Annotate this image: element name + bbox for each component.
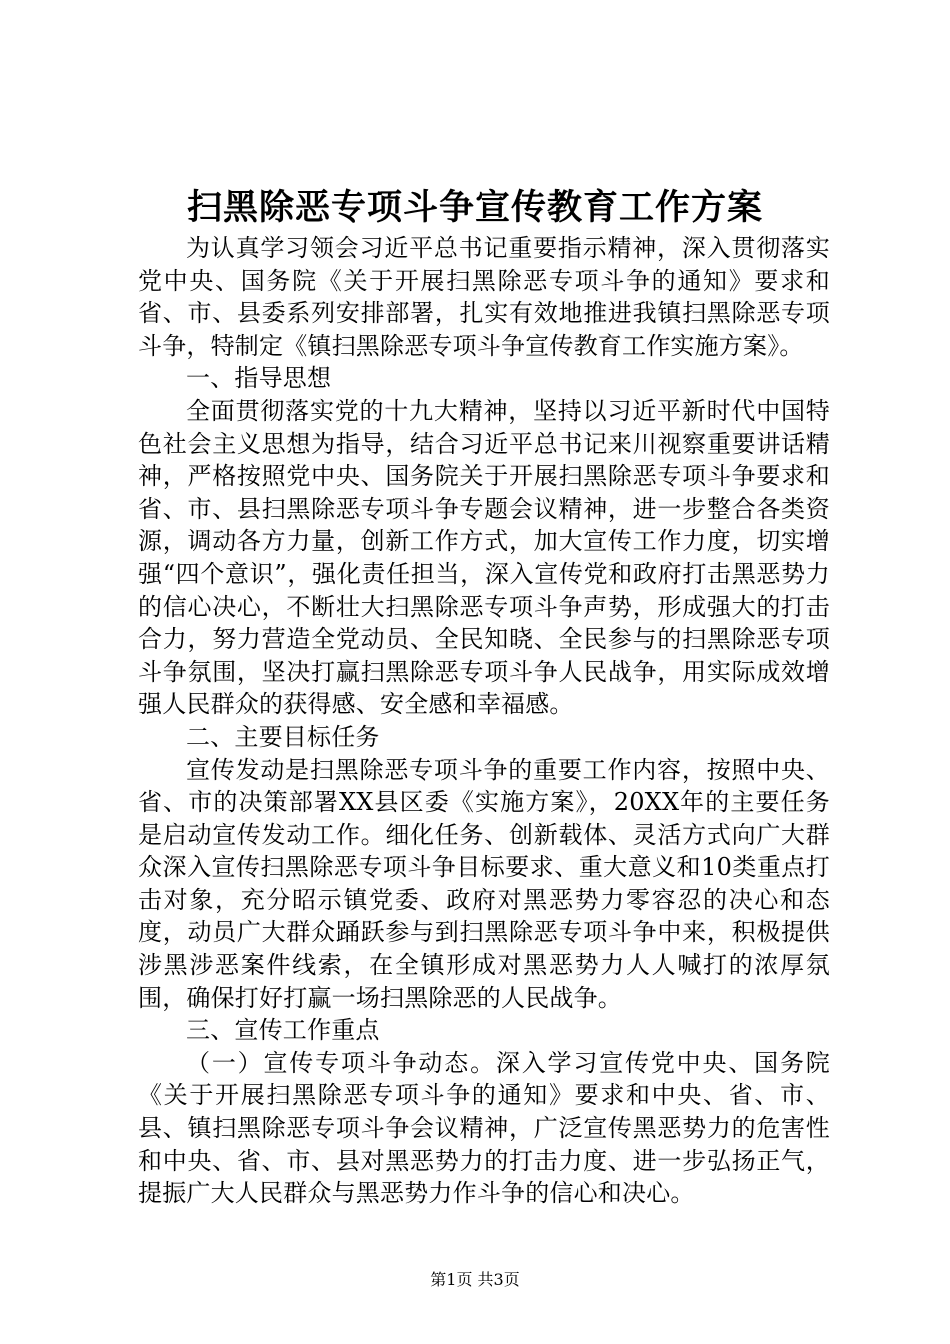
section-heading-guiding-ideology: 一、指导思想 [186, 364, 332, 393]
document-body [138, 232, 830, 1210]
document-title: 扫黑除恶专项斗争宣传教育工作方案 [186, 187, 763, 228]
section-paragraph-guiding-ideology: 全面贯彻落实党的十九大精神，坚持以习近平新时代中国特色社会主义思想为指导，结合习近平总书记来川视察重要讲话精神，严格按照党中央、国务院关于开展扫黑除恶专项斗争要求和省、市、县扫黑除恶专项斗争专题会议精神，进一步整合各类资源，调动各方力量，创新工作方式，加大宣传工作力度，切实增强“四个意识”，强化责任担当，深入宣传党和政府打击黑恶势力的信心决心，不断壮大扫黑除恶专项斗争声势，形成强大的打击合力，努力营造全党动员、全民知晓、全民参与的扫黑除恶专项斗争氛围，坚决打赢扫黑除恶专项斗争人民战争，用实际成效增强人民群众的获得感、安全感和幸福感。 [138, 396, 830, 719]
section-heading-main-tasks: 二、主要目标任务 [186, 722, 380, 751]
section-paragraph-publicity-focus: （一）宣传专项斗争动态。深入学习宣传党中央、国务院《关于开展扫黑除恶专项斗争的通知》要求和中央、省、市、县、镇扫黑除恶专项斗争会议精神，广泛宣传黑恶势力的危害性和中央、省、市、县对黑恶势力的打击力度、进一步弘扬正气，提振广大人民群众与黑恶势力作斗争的信心和决心。 [138, 1048, 830, 1208]
section-paragraph-main-tasks: 宣传发动是扫黑除恶专项斗争的重要工作内容，按照中央、省、市的决策部署XX县区委《实施方案》，20XX年的主要任务是启动宣传发动工作。细化任务、创新载体、灵活方式向广大群众深入宣传扫黑除恶专项斗争目标要求、重大意义和10类重点打击对象，充分昭示镇党委、政府对黑恶势力零容忍的决心和态度，动员广大群众踊跃参与到扫黑除恶专项斗争中来，积极提供涉黑涉恶案件线索，在全镇形成对黑恶势力人人喊打的浓厚氛围，确保打好打赢一场扫黑除恶的人民战争。 [138, 755, 830, 1012]
section-heading-publicity-focus: 三、宣传工作重点 [186, 1016, 380, 1045]
page-number-footer: 第1页 共3页 [430, 1270, 520, 1289]
intro-paragraph: 为认真学习领会习近平总书记重要指示精神，深入贯彻落实党中央、国务院《关于开展扫黑除恶专项斗争的通知》要求和省、市、县委系列安排部署，扎实有效地推进我镇扫黑除恶专项斗争，特制定《镇扫黑除恶专项斗争宣传教育工作实施方案》。 [138, 234, 830, 360]
